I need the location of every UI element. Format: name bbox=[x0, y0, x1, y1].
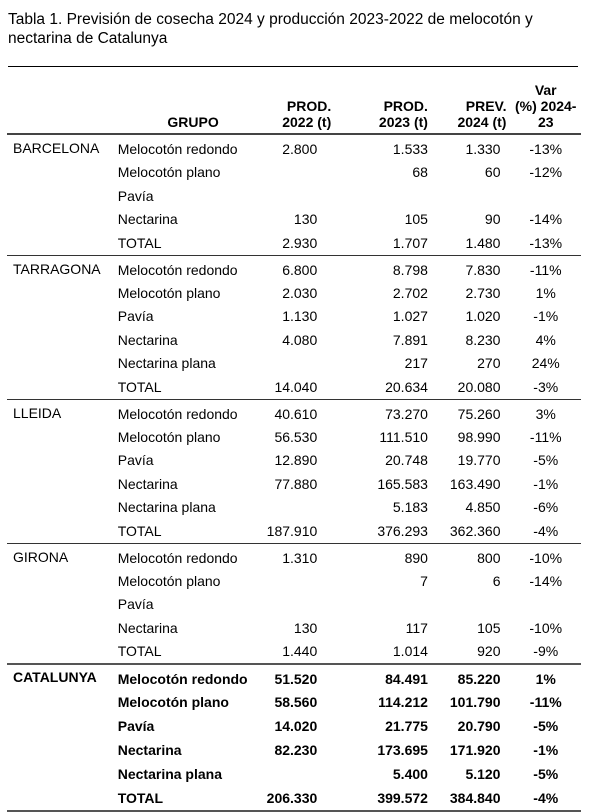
table-row bbox=[7, 161, 581, 185]
group-label: TOTAL bbox=[114, 786, 261, 811]
prod-2022-cell: 2.030 bbox=[282, 284, 318, 301]
region-name bbox=[7, 352, 114, 376]
region-name: TARRAGONA bbox=[13, 260, 101, 277]
prod-2022-cell: 1.440 bbox=[261, 640, 336, 665]
header-prod-2022-text bbox=[282, 98, 331, 130]
header-line: (%) 2024-23 bbox=[515, 98, 577, 130]
region-name bbox=[7, 519, 114, 543]
prod-2023-cell: 1.533 bbox=[392, 141, 428, 158]
group-label: Nectarina bbox=[117, 475, 178, 492]
region-name: GIRONA bbox=[13, 548, 69, 565]
region-name bbox=[7, 616, 114, 640]
table-row bbox=[7, 738, 581, 762]
region-name bbox=[7, 690, 114, 714]
var-cell: 3% bbox=[535, 405, 556, 422]
header-region bbox=[7, 82, 114, 134]
table-row bbox=[7, 231, 581, 255]
region-block-barcelona bbox=[7, 134, 581, 255]
prev-2024-cell: 8.230 bbox=[465, 331, 501, 348]
prod-2022-cell bbox=[261, 184, 336, 208]
prev-2024-cell bbox=[432, 184, 511, 208]
var-cell: -14% bbox=[529, 211, 563, 228]
prod-2023-cell: 217 bbox=[404, 355, 428, 372]
header-grupo: GRUPO bbox=[114, 82, 261, 134]
prod-2022-cell: 4.080 bbox=[282, 331, 318, 348]
var-cell: 1% bbox=[510, 664, 581, 690]
table-row bbox=[7, 593, 581, 617]
prev-2024-cell: 270 bbox=[477, 355, 501, 372]
prod-2022-cell bbox=[261, 161, 336, 185]
prev-2024-cell: 163.490 bbox=[449, 475, 501, 492]
var-cell: -11% bbox=[529, 694, 562, 710]
region-name: BARCELONA bbox=[13, 140, 100, 156]
var-cell: -13% bbox=[510, 231, 581, 255]
top-rule bbox=[8, 66, 578, 67]
group-label: Nectarina bbox=[117, 619, 178, 636]
group-label: Melocotón plano bbox=[117, 428, 221, 445]
prod-2023-cell: 21.775 bbox=[385, 718, 428, 734]
prod-2022-cell: 2.930 bbox=[261, 231, 336, 255]
region-name bbox=[7, 161, 114, 185]
prev-2024-cell bbox=[432, 593, 511, 617]
region-name bbox=[7, 640, 114, 665]
group-label: Nectarina bbox=[117, 742, 182, 758]
region-name bbox=[7, 738, 114, 762]
prod-2023-cell: 114.212 bbox=[378, 694, 428, 710]
var-cell: -6% bbox=[533, 499, 559, 516]
region-name bbox=[7, 593, 114, 617]
prev-2024-cell: 85.220 bbox=[432, 664, 511, 690]
var-cell bbox=[510, 184, 581, 208]
var-cell: -4% bbox=[510, 786, 581, 811]
prev-2024-cell: 60 bbox=[484, 164, 501, 181]
prod-2023-cell: 173.695 bbox=[377, 742, 428, 758]
prev-2024-cell: 105 bbox=[477, 619, 501, 636]
prev-2024-cell: 7.830 bbox=[465, 261, 501, 278]
region-name bbox=[7, 449, 114, 473]
prod-2023-cell: 105 bbox=[404, 211, 428, 228]
prod-2022-cell: 40.610 bbox=[274, 405, 318, 422]
prev-2024-cell: 19.770 bbox=[457, 452, 501, 469]
prod-2022-cell: 58.560 bbox=[274, 694, 318, 710]
region-name bbox=[7, 231, 114, 255]
region-name: LLEIDA bbox=[13, 404, 62, 421]
header-line: Var bbox=[534, 82, 557, 98]
var-cell: 4% bbox=[535, 331, 556, 348]
header-prev-2024-text bbox=[457, 98, 506, 130]
region-block-catalunya bbox=[7, 664, 581, 811]
prev-2024-cell: 384.840 bbox=[432, 786, 511, 811]
group-label: TOTAL bbox=[114, 640, 261, 665]
prod-2022-cell bbox=[261, 762, 336, 786]
table-row bbox=[7, 616, 581, 640]
var-cell: -5% bbox=[533, 766, 559, 782]
prod-2023-cell: 399.572 bbox=[335, 786, 432, 811]
prod-2023-cell: 117 bbox=[405, 619, 428, 636]
table-row bbox=[7, 569, 581, 593]
prod-2023-cell: 20.748 bbox=[385, 452, 428, 469]
prod-2023-cell: 5.183 bbox=[392, 499, 428, 516]
header-line: 2024 (t) bbox=[457, 114, 507, 130]
prod-2022-cell bbox=[261, 569, 336, 593]
region-name: CATALUNYA bbox=[7, 664, 114, 690]
var-cell: -4% bbox=[510, 519, 581, 543]
group-label: Pavía bbox=[117, 596, 154, 613]
group-label: Melocotón redondo bbox=[114, 664, 261, 690]
var-cell: -10% bbox=[529, 619, 563, 636]
prod-2023-cell: 7.891 bbox=[392, 331, 428, 348]
table-row bbox=[7, 328, 581, 352]
prev-2024-cell: 171.920 bbox=[449, 742, 501, 758]
header-line: PROD. bbox=[286, 98, 332, 114]
region-name bbox=[7, 425, 114, 449]
table-row bbox=[7, 664, 581, 690]
prod-2022-cell: 130 bbox=[293, 619, 318, 636]
prev-2024-cell: 20.790 bbox=[457, 718, 501, 734]
var-cell: -11% bbox=[529, 428, 562, 445]
var-cell: -5% bbox=[533, 718, 559, 734]
var-cell: -3% bbox=[510, 375, 581, 399]
header-line: 2022 (t) bbox=[282, 114, 332, 130]
harvest-table bbox=[7, 82, 581, 812]
prev-2024-cell: 1.480 bbox=[432, 231, 511, 255]
table-row bbox=[7, 690, 581, 714]
table-row bbox=[7, 208, 581, 232]
header-var-text bbox=[515, 82, 576, 130]
prod-2022-cell: 82.230 bbox=[274, 742, 318, 758]
prod-2022-cell: 12.890 bbox=[274, 452, 318, 469]
prev-2024-cell: 20.080 bbox=[432, 375, 511, 399]
group-label: Melocotón redondo bbox=[117, 141, 238, 158]
prod-2023-cell: 7 bbox=[420, 572, 428, 589]
table-row bbox=[7, 519, 581, 543]
prod-2023-cell: 2.702 bbox=[392, 284, 428, 301]
table-row bbox=[7, 255, 581, 281]
prod-2023-cell: 376.293 bbox=[335, 519, 432, 543]
table-row bbox=[7, 184, 581, 208]
prev-2024-cell: 800 bbox=[477, 549, 501, 566]
region-name bbox=[7, 472, 114, 496]
group-label: Melocotón plano bbox=[117, 284, 221, 301]
var-cell: -11% bbox=[529, 261, 562, 278]
table-row bbox=[7, 425, 581, 449]
var-cell: 24% bbox=[531, 355, 560, 372]
table-row bbox=[7, 472, 581, 496]
prod-2022-cell bbox=[261, 496, 336, 520]
prev-2024-cell: 6 bbox=[492, 572, 501, 589]
prod-2022-cell: 130 bbox=[293, 211, 318, 228]
table-row bbox=[7, 375, 581, 399]
group-label: Nectarina plana bbox=[117, 355, 216, 372]
group-label: Pavía bbox=[117, 718, 155, 734]
region-name bbox=[7, 184, 114, 208]
prod-2022-cell bbox=[261, 593, 336, 617]
group-label: Melocotón plano bbox=[117, 694, 229, 710]
header-line: 2023 (t) bbox=[378, 114, 428, 130]
group-label: Melocotón plano bbox=[117, 164, 221, 181]
region-name bbox=[7, 496, 114, 520]
prod-2023-cell bbox=[335, 184, 432, 208]
header-prev-2024 bbox=[432, 82, 511, 134]
var-cell: -1% bbox=[533, 308, 559, 325]
table-row bbox=[7, 640, 581, 665]
prev-2024-cell: 920 bbox=[432, 640, 511, 665]
prod-2022-cell: 1.130 bbox=[282, 308, 318, 325]
prod-2023-cell: 165.583 bbox=[377, 475, 428, 492]
header-line: PROD. bbox=[383, 98, 428, 114]
table-row bbox=[7, 714, 581, 738]
region-name bbox=[7, 328, 114, 352]
header-prod-2022 bbox=[261, 82, 336, 134]
prod-2022-cell: 187.910 bbox=[261, 519, 336, 543]
prod-2022-cell: 6.800 bbox=[282, 261, 318, 278]
prod-2022-cell: 14.040 bbox=[261, 375, 336, 399]
group-label: Melocotón redondo bbox=[117, 549, 238, 566]
region-name bbox=[7, 281, 114, 305]
table-row bbox=[7, 543, 581, 569]
prod-2023-cell: 73.270 bbox=[385, 405, 428, 422]
table-header bbox=[7, 82, 581, 134]
table-caption: Tabla 1. Previsión de cosecha 2024 y producción 2023-2022 de melocotón y nectarina de Catalunya bbox=[8, 11, 533, 47]
var-cell: -10% bbox=[529, 549, 563, 566]
prod-2023-cell: 20.634 bbox=[335, 375, 432, 399]
prev-2024-cell: 98.990 bbox=[457, 428, 501, 445]
group-label: Pavía bbox=[117, 308, 154, 325]
prev-2024-cell: 75.260 bbox=[457, 405, 501, 422]
prod-2023-cell: 1.707 bbox=[335, 231, 432, 255]
prod-2023-cell: 890 bbox=[404, 549, 428, 566]
group-label: TOTAL bbox=[114, 231, 261, 255]
region-name bbox=[7, 208, 114, 232]
table-row bbox=[7, 762, 581, 786]
group-label: Pavía bbox=[117, 452, 154, 469]
group-label: Nectarina plana bbox=[117, 766, 222, 782]
prod-2023-cell: 68 bbox=[412, 164, 428, 181]
group-label: Melocotón redondo bbox=[117, 405, 238, 422]
table-row bbox=[7, 496, 581, 520]
prod-2023-cell: 1.027 bbox=[392, 308, 428, 325]
prod-2023-cell: 1.014 bbox=[335, 640, 432, 665]
group-label: Nectarina bbox=[117, 331, 178, 348]
group-label: TOTAL bbox=[114, 375, 261, 399]
prev-2024-cell: 1.330 bbox=[465, 141, 501, 158]
region-name bbox=[7, 762, 114, 786]
prev-2024-cell: 4.850 bbox=[465, 499, 501, 516]
prod-2022-cell: 1.310 bbox=[282, 549, 318, 566]
prod-2022-cell: 77.880 bbox=[274, 475, 318, 492]
prod-2023-cell: 111.510 bbox=[379, 428, 428, 445]
prev-2024-cell: 362.360 bbox=[432, 519, 511, 543]
table-row bbox=[7, 134, 581, 161]
header-prod-2023 bbox=[335, 82, 432, 134]
region-block-lleida bbox=[7, 399, 581, 543]
prod-2022-cell: 14.020 bbox=[274, 718, 318, 734]
header-var bbox=[510, 82, 581, 134]
var-cell: -1% bbox=[533, 742, 559, 758]
prod-2023-cell: 8.798 bbox=[392, 261, 428, 278]
table-row bbox=[7, 281, 581, 305]
prev-2024-cell: 5.120 bbox=[465, 766, 501, 782]
prod-2022-cell bbox=[261, 352, 336, 376]
var-cell: -14% bbox=[529, 572, 563, 589]
prod-2023-cell: 5.400 bbox=[392, 766, 428, 782]
region-name bbox=[7, 786, 114, 811]
prod-2022-cell: 56.530 bbox=[274, 428, 318, 445]
var-cell: -12% bbox=[529, 164, 563, 181]
table-row bbox=[7, 399, 581, 425]
group-label: Melocotón plano bbox=[117, 572, 221, 589]
prod-2023-cell: 84.491 bbox=[335, 664, 432, 690]
region-name bbox=[7, 569, 114, 593]
region-block-girona bbox=[7, 543, 581, 664]
group-label: Melocotón redondo bbox=[117, 261, 238, 278]
prod-2022-cell: 206.330 bbox=[261, 786, 336, 811]
table-row bbox=[7, 305, 581, 329]
group-label: Pavía bbox=[117, 187, 154, 204]
prev-2024-cell: 2.730 bbox=[465, 284, 501, 301]
region-name bbox=[7, 714, 114, 738]
table-row bbox=[7, 786, 581, 811]
prev-2024-cell: 101.790 bbox=[449, 694, 501, 710]
prev-2024-cell: 90 bbox=[484, 211, 501, 228]
region-name bbox=[7, 305, 114, 329]
table-row bbox=[7, 352, 581, 376]
group-label: Nectarina plana bbox=[117, 499, 216, 516]
var-cell: -13% bbox=[529, 141, 563, 158]
prod-2023-cell bbox=[335, 593, 432, 617]
prev-2024-cell: 1.020 bbox=[465, 308, 501, 325]
region-block-tarragona bbox=[7, 255, 581, 399]
header-line: PREV. bbox=[465, 98, 507, 114]
var-cell: 1% bbox=[535, 284, 556, 301]
region-name bbox=[7, 375, 114, 399]
group-label: TOTAL bbox=[114, 519, 261, 543]
header-prod-2023-text bbox=[379, 98, 428, 130]
var-cell: -9% bbox=[510, 640, 581, 665]
prod-2022-cell: 51.520 bbox=[261, 664, 336, 690]
prod-2022-cell: 2.800 bbox=[282, 141, 318, 158]
group-label: Nectarina bbox=[117, 211, 178, 228]
var-cell: -1% bbox=[533, 475, 559, 492]
table-row bbox=[7, 449, 581, 473]
var-cell bbox=[510, 593, 581, 617]
var-cell: -5% bbox=[533, 452, 559, 469]
